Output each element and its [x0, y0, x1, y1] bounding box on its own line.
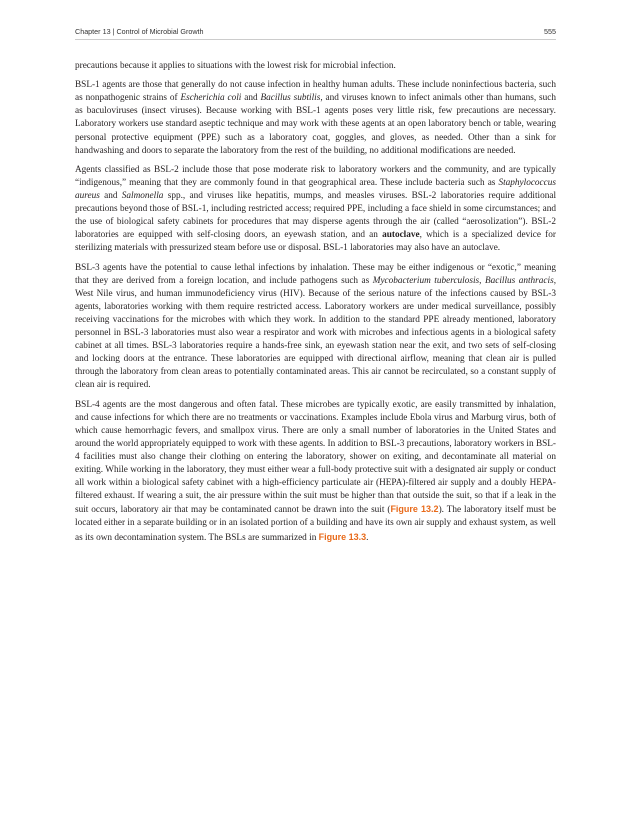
chapter-number: Chapter 13	[75, 26, 111, 36]
species-name: Bacillus anthracis	[484, 275, 554, 286]
species-name: Staphylococcus aureus	[75, 177, 556, 202]
paragraph-bsl3: BSL-3 agents have the potential to cause lethal infections by inhalation. These may be either indigenous or “exotic,” meaning that they are derived from a foreign location, and include pathogens such as Mycobacterium tuberculosis, Bacillus anthracis, West Nile virus, and human immunodeficiency virus (HIV). Because of the serious nature of the infections caused by BSL-3 agents, laboratories working with them require restricted access. Laboratory workers are under medical surveillance, possibly receiving vaccinations for the microbes with which they work. In addition to the standard PPE already mentioned, laboratory personnel in BSL-3 laboratories must also wear a respirator and work with microbes and infectious agents in a biological safety cabinet at all times. BSL-3 laboratories require a hands-free sink, an eyewash station near the exit, and two sets of self-closing and locking doors at the entrance. These laboratories are equipped with directional airflow, meaning that clean air is pulled through the laboratory from clean areas to potentially contaminated areas. This air cannot be recirculated, so a constant supply of clean air is required.	[75, 262, 556, 391]
paragraph-bsl4: BSL-4 agents are the most dangerous and often fatal. These microbes are typically exotic, are easily transmitted by inhalation, and cause infections for which there are no treatments or vaccinations. Examples include Ebola virus and Marburg virus, both of which cause hemorrhagic fevers, and smallpox virus. There are only a small number of laboratories in the United States and around the world appropriately equipped to work with these agents. In addition to BSL-3 precautions, laboratory workers in BSL-4 facilities must also change their clothing on entering the laboratory, shower on exiting, and decontaminate all material on exiting. While working in the laboratory, they must either wear a full-body protective suit with a designated air supply or conduct all work within a biological safety cabinet with a high-efficiency particulate air (HEPA)-filtered air supply and a doubly HEPA-filtered exhaust. If wearing a suit, the air pressure within the suit must be higher than that outside the suit, so that if a leak in the suit occurs, laboratory air that may be contaminated cannot be drawn into the suit (Figure 13.2). The laboratory itself must be located either in a separate building or in an isolated portion of a building and have its own air supply and exhaust system, as well as its own decontamination system. The BSLs are summarized in Figure 13.3.	[75, 399, 556, 543]
chapter-title: Control of Microbial Growth	[116, 26, 204, 36]
page-number: 555	[544, 26, 556, 36]
species-name: Salmonella	[121, 191, 164, 202]
species-name: Escherichia coli	[180, 93, 242, 104]
figure-13-3-link[interactable]: Figure 13.3	[318, 531, 367, 542]
running-header	[75, 25, 556, 37]
figure-13-2-link[interactable]: Figure 13.2	[390, 504, 439, 515]
chapter-heading	[75, 27, 204, 36]
species-name: Mycobacterium tuberculosis	[372, 275, 480, 286]
header-separator: |	[110, 26, 117, 36]
header-divider	[75, 39, 556, 40]
paragraph-bsl2: Agents classified as BSL-2 include those that pose moderate risk to laboratory workers and the community, and are typically “indigenous,” meaning that they are commonly found in that geographical area. These include bacteria such as Staphylococcus aureus and Salmonella spp., and viruses like hepatitis, mumps, and measles viruses. BSL-2 laboratories require additional precautions beyond those of BSL-1, including restricted access; required PPE, including a face shield in some circumstances; and the use of biological safety cabinets for procedures that may disperse agents through the air (called “aerosolization”). BSL-2 laboratories are equipped with self-closing doors, an eyewash station, and an autoclave, which is a specialized device for sterilizing materials with pressurized steam before use or disposal. BSL-1 laboratories may also have an autoclave.	[75, 164, 557, 254]
paragraph-bsl1: BSL-1 agents are those that generally do not cause infection in healthy human adults. These include noninfectious bacteria, such as nonpathogenic strains of Escherichia coli and Bacillus subtilis, and viruses known to infect animals other than humans, such as baculoviruses (insect viruses). Because working with BSL-1 agents poses very little risk, few precautions are necessary. Laboratory workers use standard aseptic technique and may work with these agents at an open laboratory bench or table, wearing personal protective equipment (PPE) such as a laboratory coat, goggles, and gloves, as needed. Other than a sink for handwashing and doors to separate the laboratory from the rest of the building, no additional modifications are needed.	[75, 80, 556, 156]
body-text	[75, 60, 556, 551]
species-name: Bacillus subtilis	[260, 93, 321, 104]
key-term-autoclave: autoclave	[382, 230, 420, 241]
paragraph-continuation: precautions because it applies to situations with the lowest risk for microbial infection.	[75, 61, 396, 71]
